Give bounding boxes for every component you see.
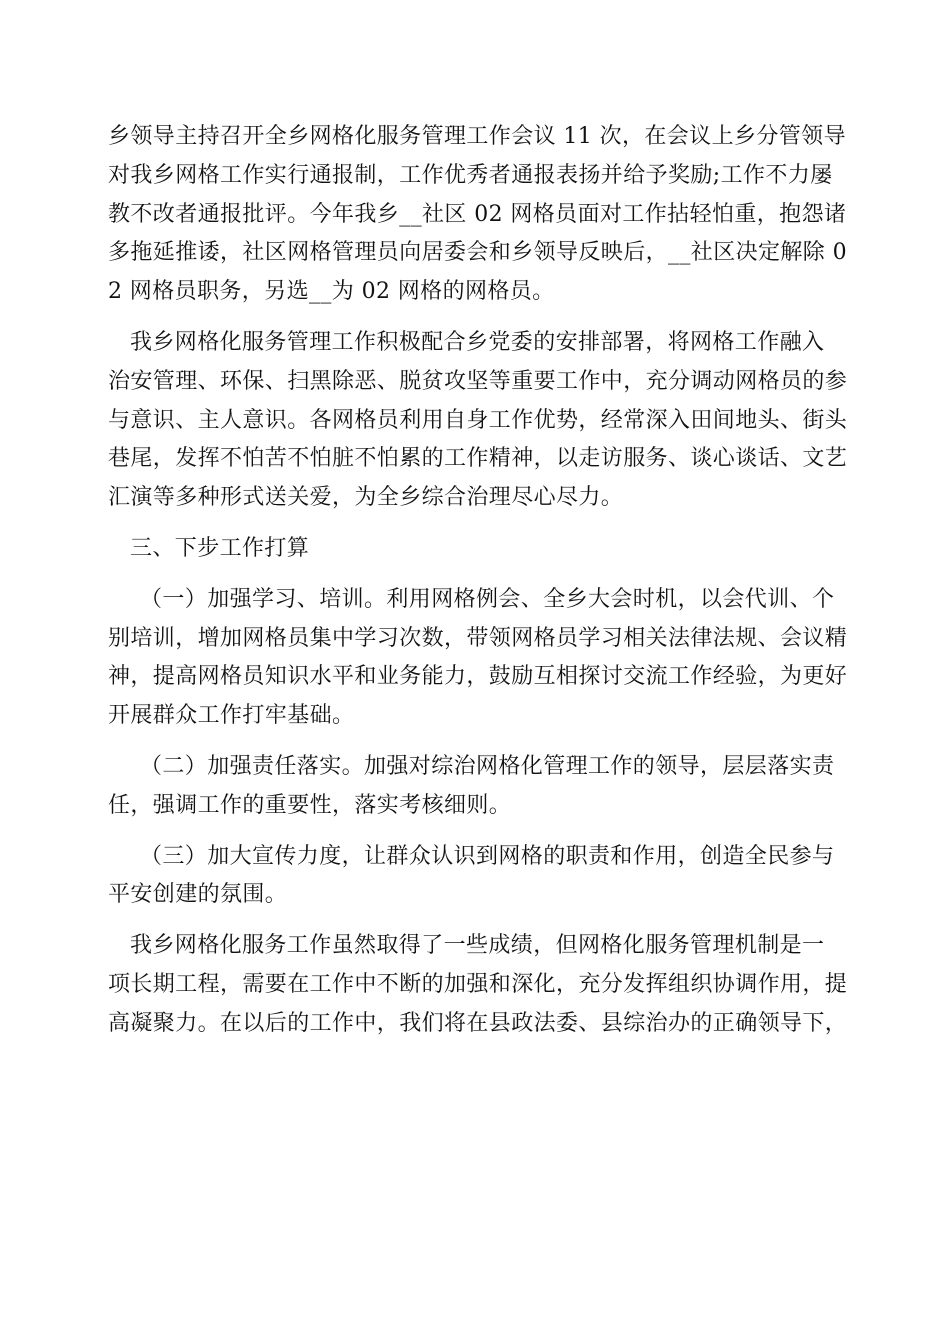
text-line: 对我乡网格工作实行通报制，工作优秀者通报表扬并给予奖励;工作不力屡 <box>108 162 833 188</box>
paragraph <box>108 324 848 518</box>
text-line: 乡领导主持召开全乡网格化服务管理工作会议 11 次，在会议上乡分管领导 <box>108 124 846 149</box>
text-line: 巷尾，发挥不怕苦不怕脏不怕累的工作精神，以走访服务、谈心谈话、文艺 <box>108 446 848 472</box>
paragraph <box>108 748 848 826</box>
text-line: 2 网格员职务，另选__为 02 网格的网格员。 <box>108 279 555 305</box>
text-line: 平安创建的氛围。 <box>108 882 288 908</box>
text-line: 多拖延推诿，社区网格管理员向居委会和乡领导反映后，__社区决定解除 0 <box>108 240 847 266</box>
text-line: 我乡网格化服务管理工作积极配合乡党委的安排部署，将网格工作融入 <box>130 329 825 355</box>
paragraph <box>108 581 848 736</box>
text-line: 与意识、主人意识。各网格员利用自身工作优势，经常深入田间地头、街头 <box>108 407 848 433</box>
text-line: （二）加强责任落实。加强对综治网格化管理工作的领导，层层落实责 <box>140 753 835 779</box>
text-line: 高凝聚力。在以后的工作中，我们将在县政法委、县综治办的正确领导下， <box>108 1010 848 1036</box>
text-line: 治安管理、环保、扫黑除恶、脱贫攻坚等重要工作中，充分调动网格员的参 <box>108 368 848 394</box>
text-line: 开展群众工作打牢基础。 <box>108 703 355 729</box>
text-line: 任，强调工作的重要性，落实考核细则。 <box>108 792 512 818</box>
paragraph <box>108 927 848 1043</box>
text-line: 我乡网格化服务工作虽然取得了一些成绩，但网格化服务管理机制是一 <box>130 933 825 959</box>
text-line: 汇演等多种形式送关爱，为全乡综合治理尽心尽力。 <box>108 485 624 511</box>
paragraph <box>108 838 848 916</box>
text-line: 教不改者通报批评。今年我乡__社区 02 网格员面对工作拈轻怕重，抱怨诸 <box>108 201 847 227</box>
text-line: 别培训，增加网格员集中学习次数，带领网格员学习相关法律法规、会议精 <box>108 625 848 651</box>
paragraph <box>108 118 848 312</box>
text-line: 神，提高网格员知识水平和业务能力，鼓励互相探讨交流工作经验，为更好 <box>108 664 848 690</box>
text-line: （三）加大宣传力度，让群众认识到网格的职责和作用，创造全民参与 <box>140 843 835 869</box>
text-line: 三、下步工作打算 <box>130 535 310 561</box>
text-line: （一）加强学习、培训。利用网格例会、全乡大会时机，以会代训、个 <box>140 586 835 612</box>
section-heading <box>108 530 848 569</box>
document-body <box>108 118 848 1044</box>
text-line: 项长期工程，需要在工作中不断的加强和深化，充分发挥组织协调作用，提 <box>108 971 848 997</box>
